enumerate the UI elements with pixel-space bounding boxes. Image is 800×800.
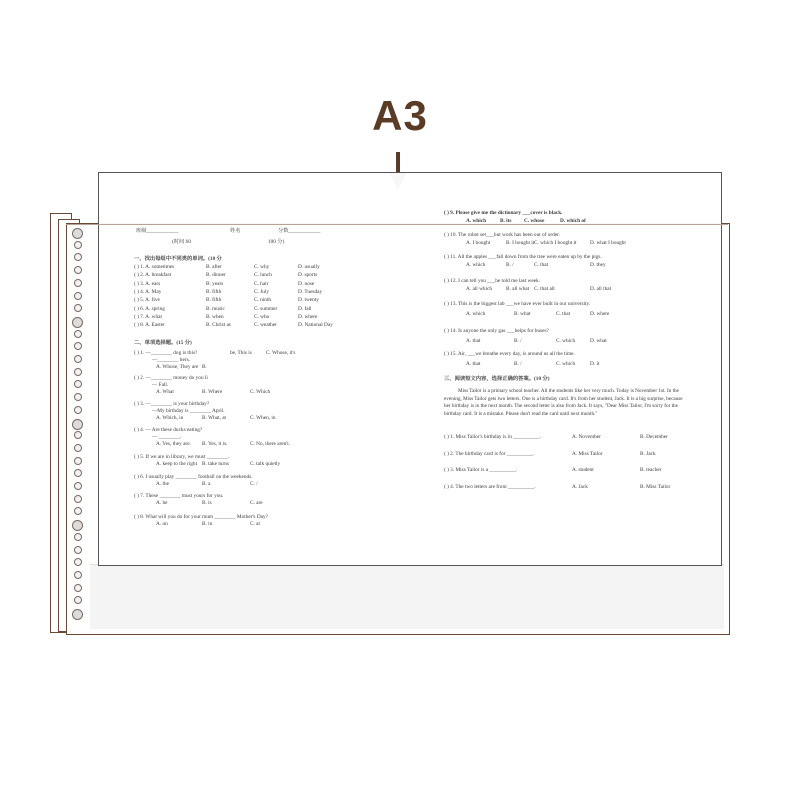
option: D. what I bought bbox=[590, 240, 626, 246]
option: C. who bbox=[254, 313, 270, 320]
punch-hole-icon bbox=[74, 558, 82, 566]
option: A. that bbox=[466, 361, 481, 367]
option: B. Yes, it is. bbox=[202, 441, 228, 447]
punch-hole-icon bbox=[74, 469, 82, 477]
question-text: ( ) 15. Air, ___we breathe every day, is around us all the time. bbox=[444, 351, 575, 357]
option: B. Miss Tailor bbox=[640, 483, 671, 490]
question-text: ( ) 1. A. sometimes bbox=[134, 264, 175, 270]
option: A. he bbox=[156, 500, 168, 506]
option: A. Miss Tailor bbox=[572, 450, 603, 457]
option: D. what bbox=[590, 338, 607, 344]
option: D. Tuesday bbox=[298, 288, 323, 295]
option: D. where bbox=[298, 313, 318, 320]
answer-line: —My birthday is ________ April. bbox=[152, 408, 225, 414]
option: C. that bbox=[534, 262, 549, 268]
punch-hole-icon bbox=[74, 571, 82, 579]
question-text: ( ) 8. A. Easter bbox=[134, 322, 165, 329]
question-text: ( ) 1. —________ dog is this? bbox=[134, 350, 198, 356]
question-text: ( ) 11. All the apples ___fall down from the tree were eaten up by the pigs. bbox=[444, 254, 602, 260]
question-text: ( ) 6. A. spring bbox=[134, 305, 165, 312]
punch-hole-icon bbox=[72, 609, 83, 620]
option: C. which I bought it bbox=[534, 240, 577, 246]
punch-hole-icon bbox=[74, 279, 82, 287]
exam-page-right bbox=[444, 208, 706, 498]
option: B. teacher bbox=[640, 467, 662, 473]
option: B. dinner bbox=[206, 272, 226, 279]
option: A. November bbox=[572, 434, 601, 440]
section-1-title: 一、找出每组中不同类的单词。(10 分 bbox=[134, 256, 222, 262]
option: B. Where bbox=[202, 389, 223, 395]
question-text: ( ) 12. I can tell you ___he told me last week. bbox=[444, 278, 541, 284]
option: D. National Day bbox=[298, 322, 333, 329]
question-text: ( ) 5. A. five bbox=[134, 297, 160, 304]
option: D. where bbox=[590, 311, 610, 317]
question-text: ( ) 8. What will you do for your mum ________ Mother's Day? bbox=[134, 514, 268, 520]
option: C. No, there aren't. bbox=[250, 441, 291, 447]
option: D. it bbox=[590, 361, 600, 367]
option: B. / bbox=[514, 338, 522, 344]
option: B. a bbox=[202, 481, 211, 487]
option: D. nose bbox=[298, 280, 315, 287]
punch-hole-icon bbox=[74, 330, 82, 338]
question-text: ( ) 1. Miss Tailor's birthday is in __________. bbox=[444, 434, 542, 440]
question-text: ( ) 10. The robot set___but work has been out of order. bbox=[444, 232, 560, 238]
punch-hole-icon bbox=[74, 457, 82, 465]
punch-hole-icon bbox=[72, 520, 83, 531]
option: A. keep to the right bbox=[156, 461, 198, 467]
pocket-bottom-margin bbox=[90, 564, 724, 629]
option: A. Jack bbox=[572, 483, 588, 490]
option: C. When, in bbox=[250, 415, 276, 421]
punch-hole-icon bbox=[74, 292, 82, 300]
punch-hole-icon bbox=[74, 304, 82, 312]
option: B. What, at bbox=[202, 415, 227, 421]
punch-hole-icon bbox=[74, 342, 82, 350]
points-meta: 100 分) bbox=[268, 239, 285, 245]
option: A. What bbox=[156, 389, 174, 395]
option: C. that all bbox=[534, 286, 555, 292]
question-text: ( ) 5. If we are in library, we must ________. bbox=[134, 454, 230, 460]
option: A. student bbox=[572, 467, 594, 473]
option: C. / bbox=[250, 481, 258, 487]
question-text: ( ) 4. The two letters are from __________. bbox=[444, 483, 536, 490]
punch-hole-icon bbox=[74, 507, 82, 515]
punch-hole-icon bbox=[74, 406, 82, 414]
time-meta: (时间 60 bbox=[172, 239, 191, 245]
option: B. take turns bbox=[202, 461, 229, 467]
question-text: ( ) 3. Miss Tailor is a __________. bbox=[444, 467, 518, 473]
option: C. are bbox=[250, 500, 263, 506]
section-3-title: 三、阅读短文内容，选择正确的答案。(10 分) bbox=[444, 376, 550, 382]
option: D. usually bbox=[298, 264, 320, 270]
option: C. summer bbox=[254, 305, 278, 312]
size-heading: A3 bbox=[372, 92, 428, 139]
name-field: 姓名 bbox=[230, 228, 241, 234]
option: B. what bbox=[514, 311, 531, 317]
option: B. its bbox=[500, 218, 512, 224]
option: D. twenty bbox=[298, 297, 319, 304]
option: B. when bbox=[206, 313, 224, 320]
option: C. weather bbox=[254, 322, 277, 329]
option: B. / bbox=[506, 262, 514, 268]
punch-hole-icon bbox=[74, 584, 82, 592]
option: B. I bought it bbox=[506, 240, 535, 246]
option: B. all what bbox=[506, 286, 530, 292]
question-text: ( ) 14. Is anyone the only gas ___helps for buses? bbox=[444, 328, 549, 334]
option: B. is bbox=[202, 500, 212, 506]
option: C. lunch bbox=[254, 272, 272, 279]
question-text: ( ) 2. The birthday card is for __________. bbox=[444, 450, 535, 457]
option: A. Which, in bbox=[156, 415, 184, 421]
question-text: ( ) 2. —________ money do you li bbox=[134, 375, 208, 381]
option: C. at bbox=[250, 521, 261, 527]
option: D. which of bbox=[560, 218, 586, 224]
answer-line: — Fall. bbox=[152, 382, 169, 388]
question-text: be, This is bbox=[230, 350, 252, 356]
option: C. July bbox=[254, 288, 270, 295]
option: B. December bbox=[640, 434, 668, 440]
punch-hole-icon bbox=[74, 355, 82, 363]
punch-hole-icon bbox=[74, 241, 82, 249]
option: A. the bbox=[156, 481, 169, 487]
option: B. fifth bbox=[206, 288, 222, 295]
question-text: ( ) 9. Please give me the dictionary ___cover is black. bbox=[444, 210, 563, 216]
option: B. after bbox=[206, 264, 222, 270]
option: D. all that bbox=[590, 286, 612, 292]
answer-line: —________ hers. bbox=[152, 357, 190, 363]
punch-hole-icon bbox=[74, 596, 82, 604]
option: B. fifth bbox=[206, 297, 222, 304]
reading-passage: Miss Tailor is a primary school teacher. All the students like her very much. Today is November 1st. In the evening, Miss Tailor gets two letters. One is a birthday card. It's from her student, Jack. It is a big surprise, because her birthday is in the next month. The second letter is also from Jack. It says, "Dear Miss Tailor, I'm sorry for the birthday card. It is a mistake. Please don't read the card until next month." bbox=[444, 388, 683, 417]
punch-hole-icon bbox=[72, 317, 83, 328]
score-field: 分数____________ bbox=[278, 228, 321, 234]
option: B. / bbox=[514, 361, 522, 367]
exam-page-left bbox=[132, 228, 362, 558]
option: C. which bbox=[556, 361, 576, 367]
option: A. on bbox=[156, 521, 168, 527]
option: C. Which bbox=[250, 389, 271, 395]
option: C. Whose, it's bbox=[266, 350, 296, 356]
option: A. I bought bbox=[466, 240, 491, 246]
punch-hole-icon bbox=[74, 431, 82, 439]
question-text: ( ) 7. These ________ must yours for you. bbox=[134, 493, 224, 499]
answer-line: — ________. bbox=[152, 434, 182, 440]
option: C. ninth bbox=[254, 297, 272, 304]
option: B. music bbox=[206, 305, 225, 312]
punch-hole-icon bbox=[74, 546, 82, 554]
punch-hole-icon bbox=[74, 368, 82, 376]
option: D. fall bbox=[298, 305, 312, 312]
punch-hole-icon bbox=[74, 380, 82, 388]
punch-hole-icon bbox=[74, 266, 82, 274]
option: C. whose bbox=[524, 218, 545, 224]
option: B. Jack bbox=[640, 450, 656, 457]
question-text: ( ) 6. I usually play ________ football on the weekends. bbox=[134, 474, 253, 480]
option: A. which bbox=[466, 262, 486, 268]
option: B. years bbox=[206, 280, 224, 287]
class-field: 班级____________ bbox=[136, 228, 179, 234]
option: C. hair bbox=[254, 280, 269, 287]
option: B. in bbox=[202, 521, 213, 527]
question-text: ( ) 13. This is the biggest lab ___we have ever built in our university. bbox=[444, 301, 591, 307]
question-text: ( ) 4. — Are these ducks eating? bbox=[134, 427, 203, 433]
question-text: ( ) 2. A. breakfast bbox=[134, 272, 172, 279]
option: A. all which bbox=[466, 286, 493, 292]
option: A. Yes, they are. bbox=[156, 441, 191, 447]
question-text: ( ) 4. A. May bbox=[134, 288, 162, 295]
punch-hole-icon bbox=[74, 253, 82, 261]
option: C. talk quietly bbox=[250, 461, 281, 467]
punch-hole-strip bbox=[72, 228, 86, 626]
punch-hole-icon bbox=[74, 495, 82, 503]
option: C. that bbox=[556, 311, 571, 317]
question-text: ( ) 3. A. ears bbox=[134, 280, 161, 287]
punch-hole-icon bbox=[72, 419, 83, 430]
section-2-title: 二、单项选择题。(15 分) bbox=[134, 340, 192, 346]
option: B. bbox=[202, 364, 207, 370]
punch-hole-icon bbox=[74, 444, 82, 452]
option: B. Christ as bbox=[206, 322, 231, 329]
option: A. that bbox=[466, 338, 481, 344]
question-text: ( ) 7. A. what bbox=[134, 313, 162, 320]
question-text: ( ) 3. —________ is your birthday? bbox=[134, 401, 210, 407]
option: C. why bbox=[254, 264, 270, 270]
option: A. which bbox=[466, 311, 486, 317]
option: C. which bbox=[556, 338, 576, 344]
punch-hole-icon bbox=[74, 393, 82, 401]
option: D. sports bbox=[298, 272, 318, 279]
option: A. Whose, They are bbox=[156, 364, 199, 370]
option: A. which bbox=[466, 218, 487, 224]
punch-hole-icon bbox=[74, 482, 82, 490]
option: D. they bbox=[590, 262, 606, 268]
punch-hole-icon bbox=[74, 533, 82, 541]
punch-hole-icon bbox=[72, 228, 83, 239]
